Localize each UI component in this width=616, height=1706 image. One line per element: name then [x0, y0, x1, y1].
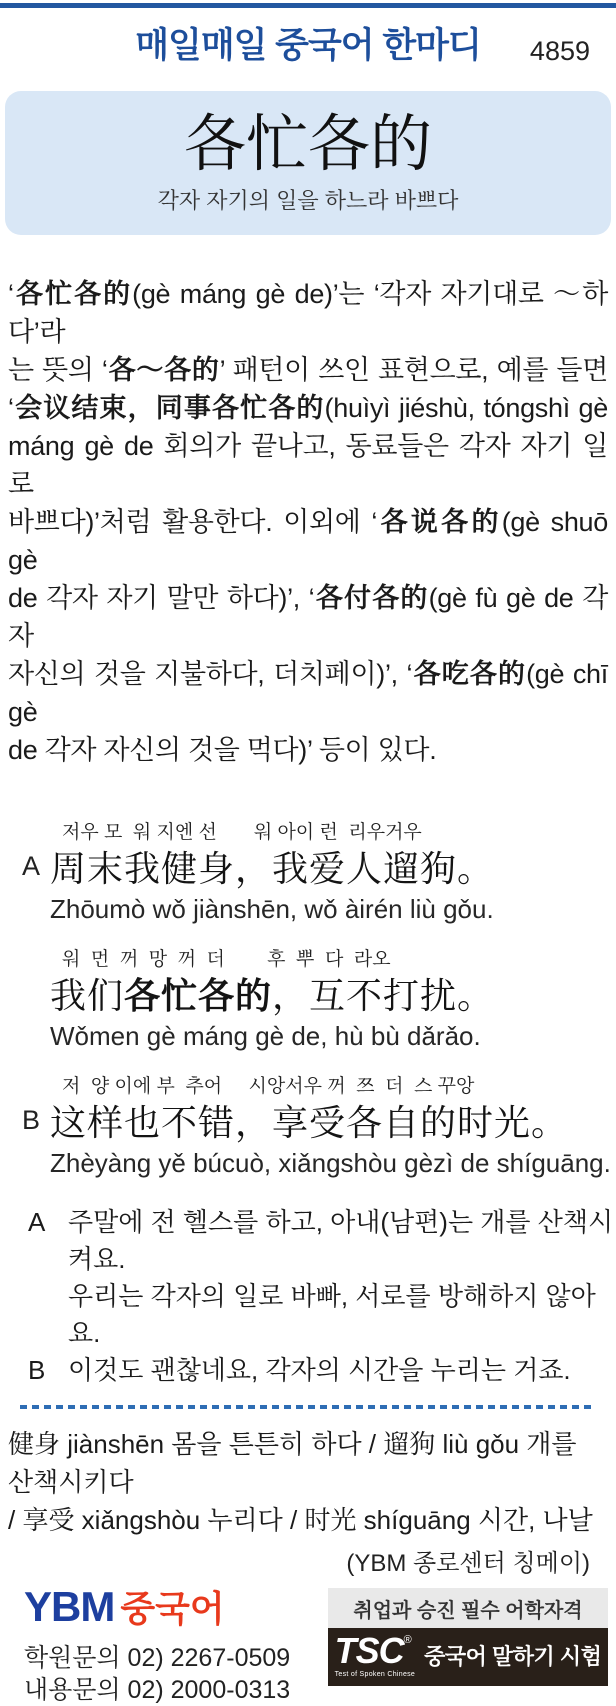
- explanation-line: [8, 427, 608, 503]
- tsc-exam-label: 중국어 말하기 시험: [424, 1644, 602, 1669]
- explanation-paragraph: [8, 275, 608, 769]
- explanation-line: [8, 579, 608, 655]
- ybm-logo-label: 중국어: [120, 1588, 225, 1629]
- translation-line: 이것도 괜찮네요, 각자의 시간을 누리는 거죠.: [68, 1355, 571, 1385]
- translation-text: [68, 1204, 616, 1352]
- bold-chinese-run: 各说各的: [377, 507, 502, 537]
- translation-row: [0, 1352, 616, 1389]
- footer-contact-block: [24, 1584, 290, 1706]
- text-run: 바쁘다)’처럼 활용한다. 이외에 ‘: [8, 507, 378, 537]
- tsc-logo-area: [328, 1628, 608, 1686]
- header: [0, 8, 616, 76]
- tsc-logo-block: [334, 1630, 416, 1678]
- contact-phone-line: 학원문의 02) 2267-0509: [24, 1644, 291, 1672]
- chinese-sentence: [50, 973, 616, 1019]
- explanation-line: [8, 351, 608, 389]
- text-run: ，互不打扰。: [272, 975, 495, 1016]
- korean-pronunciation-guide: 저우 모 워 지엔 선 워 아이 런 리우거우: [62, 822, 422, 843]
- credit-line: (YBM 종로센터 칭메이): [346, 1550, 590, 1577]
- vocabulary-section: [8, 1425, 608, 1539]
- explanation-line: [8, 731, 608, 769]
- translation-line: 우리는 각자의 일로 바빠, 서로를 방해하지 않아요.: [68, 1281, 596, 1348]
- tsc-badge: [328, 1588, 608, 1686]
- text-run: (gè máng gè de)’는 ‘각자 자기대로 ～하다’라: [8, 279, 608, 347]
- translation-section: [0, 1204, 616, 1389]
- tsc-tagline: 취업과 승진 필수 어학자격: [328, 1588, 608, 1628]
- text-run: 周末我健身，我爱人遛狗。: [50, 848, 495, 889]
- phrase-box: [5, 91, 611, 235]
- text-run: 자신의 것을 지불하다, 더치페이)’, ‘: [8, 659, 413, 689]
- tsc-registered-mark: ®: [403, 1634, 412, 1646]
- translation-row: [0, 1204, 616, 1352]
- text-run: ‘: [8, 279, 14, 309]
- text-run: de 각자 자신의 것을 먹다)’ 등이 있다.: [8, 735, 437, 765]
- ybm-logo: [24, 1584, 290, 1640]
- text-run: 我们: [50, 975, 125, 1016]
- translation-line: 주말에 전 헬스를 하고, 아내(남편)는 개를 산책시켜요.: [68, 1207, 614, 1274]
- page: [0, 3, 616, 1704]
- explanation-line: [8, 503, 608, 579]
- issue-number: 4859: [529, 36, 590, 66]
- vocabulary-line: / 享受 xiǎngshòu 누리다 / 时光 shíguāng 시간, 나날: [8, 1505, 593, 1535]
- bold-chinese-run: 各吃各的: [412, 659, 527, 689]
- tsc-logo-text: TSC: [334, 1630, 404, 1671]
- contact-phone-line: 내용문의 02) 2000-0313: [24, 1676, 291, 1704]
- dashed-divider: [20, 1405, 596, 1409]
- explanation-line: [8, 275, 608, 351]
- tsc-sublabel: Test of Spoken Chinese: [334, 1671, 416, 1678]
- text-run: ’ 패턴이 쓰인 표현으로, 예를 들면: [219, 355, 608, 385]
- text-run: ‘: [8, 393, 14, 423]
- translation-text: [68, 1352, 616, 1389]
- bold-chinese-run: 各忙各的: [124, 975, 273, 1016]
- phrase-chinese: 各忙各的: [183, 106, 432, 180]
- pinyin-line: Wǒmen gè máng gè de, hù bù dǎrǎo.: [50, 1021, 481, 1051]
- speaker-label: B: [28, 1355, 46, 1385]
- text-run: 这样也不错，享受各自的时光。: [50, 1102, 569, 1143]
- dialogue-entry: [0, 1073, 616, 1180]
- text-run: (gè chī gè: [8, 659, 608, 727]
- ybm-logo-text: YBM: [24, 1583, 115, 1630]
- speaker-label: B: [22, 1105, 41, 1135]
- speaker-label: A: [28, 1207, 46, 1237]
- pinyin-line: Zhōumò wǒ jiànshēn, wǒ àirén liù gǒu.: [50, 894, 494, 924]
- speaker-label: A: [22, 851, 41, 881]
- bold-chinese-run: 各忙各的: [13, 279, 133, 309]
- chinese-sentence: [50, 846, 616, 892]
- korean-pronunciation-guide: 저 양 이에 부 추어 시앙서우 꺼 쯔 더 스 꾸앙: [62, 1076, 475, 1097]
- text-run: 는 뜻의 ‘: [8, 355, 108, 385]
- pinyin-line: Zhèyàng yě búcuò, xiǎngshòu gèzì de shíguāng.: [50, 1148, 611, 1178]
- footer: [0, 1584, 616, 1706]
- contact-phone-list: [24, 1642, 290, 1706]
- text-run: (gè fù gè de 각자: [8, 583, 608, 651]
- bold-chinese-run: 各付各的: [314, 583, 429, 613]
- phrase-meaning: 각자 자기의 일을 하느라 바쁘다: [157, 188, 459, 214]
- chinese-sentence: [50, 1100, 616, 1146]
- bold-chinese-run: 各～各的: [107, 355, 220, 385]
- korean-pronunciation-guide: 워 먼 꺼 망 꺼 더 후 뿌 다 라오: [62, 949, 391, 970]
- explanation-line: [8, 655, 608, 731]
- vocabulary-line: 健身 jiànshēn 몸을 튼튼히 하다 / 遛狗 liù gǒu 개를 산책시키다: [8, 1429, 577, 1497]
- dialogue-entry: [0, 946, 616, 1053]
- text-run: (gè shuō gè: [8, 507, 608, 575]
- text-run: (huìyì jiéshù, tóngshì gè: [324, 393, 608, 423]
- text-run: de 각자 자기 말만 하다)’, ‘: [8, 583, 315, 613]
- text-run: máng gè de 회의가 끝나고, 동료들은 각자 자기 일로: [8, 431, 608, 499]
- dialogue-entry: [0, 819, 616, 926]
- dialogue-section: [0, 819, 616, 1180]
- explanation-line: [8, 389, 608, 427]
- page-title: 매일매일 중국어 한마디: [135, 26, 481, 65]
- bold-chinese-run: 会议结束，同事各忙各的: [13, 393, 325, 423]
